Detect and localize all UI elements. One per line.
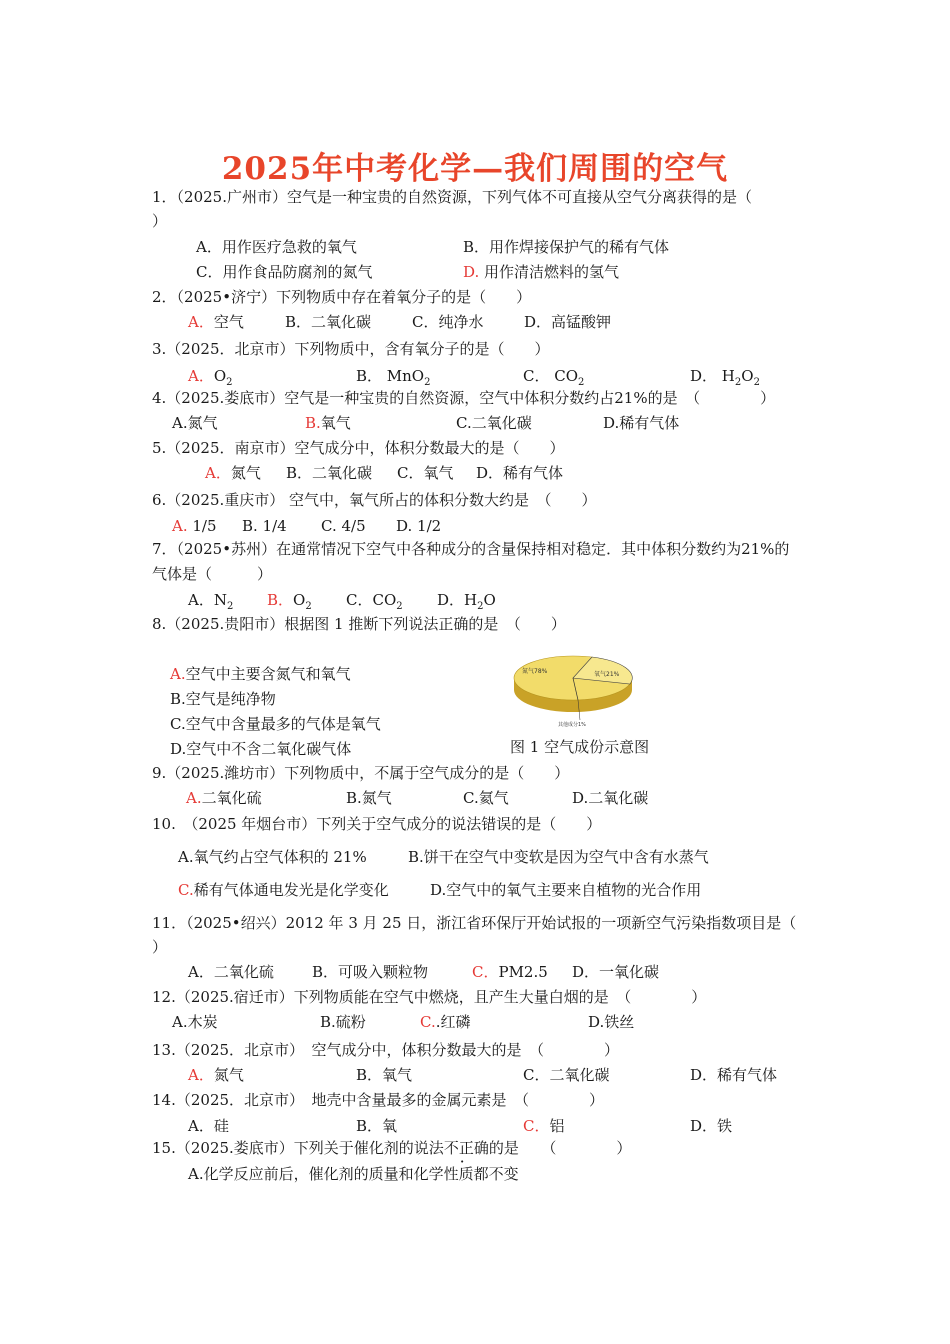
q6-option-b: B. 1/4	[242, 517, 287, 535]
q4-option-a: A.氮气	[172, 414, 218, 432]
question-9-stem: 9.（2025.潍坊市）下列物质中，不属于空气成分的是（ ）	[152, 764, 570, 782]
pie-label-nitrogen: 氮气78%	[522, 668, 548, 675]
question-12-stem: 12.（2025.宿迁市）下列物质能在空气中燃烧，且产生大量白烟的是 （ ）	[152, 988, 707, 1006]
q8-option-c: C.空气中含量最多的气体是氧气	[170, 715, 381, 733]
q11-option-b: B．可吸入颗粒物	[312, 963, 429, 981]
q6-option-d: D. 1/2	[396, 517, 442, 535]
q4-option-c: C.二氧化碳	[456, 414, 532, 432]
q3-option-b: B． MnO$_2$	[356, 367, 431, 388]
question-11-stem: 11．（2025•绍兴）2012 年 3 月 25 日，浙江省环保厅开始试报的一项新空气污染指数项目是（	[152, 914, 797, 932]
air-composition-pie-figure	[508, 640, 638, 734]
emphasis-dotted-text: 不正确	[443, 1139, 489, 1157]
q9-option-b: B.氮气	[346, 789, 392, 807]
q1-option-b: B．用作焊接保护气的稀有气体	[463, 238, 670, 256]
q6-option-c: C. 4/5	[321, 517, 366, 535]
q14-option-a: A．硅	[188, 1117, 229, 1135]
q9-option-a: A.二氧化硫	[186, 789, 262, 807]
q8-option-b: B.空气是纯净物	[170, 690, 276, 708]
q3-option-c: C． $CO_2$	[523, 367, 585, 388]
q11-option-d: D．一氧化碳	[572, 963, 660, 981]
q2-option-c: C．纯净水	[412, 313, 484, 331]
q10-option-a: A.氧气约占空气体积的 21%	[178, 848, 367, 866]
question-6-stem: 6.（2025.重庆市） 空气中，氧气所占的体积分数大约是 （ ）	[152, 491, 597, 509]
question-2-stem: 2．（2025•济宁）下列物质中存在着氧分子的是（ ）	[152, 288, 532, 306]
q14-option-b: B．氧	[356, 1117, 398, 1135]
pie-label-oxygen: 氧气21%	[594, 671, 620, 678]
q3-option-d: D． $H_2O_2$	[690, 367, 760, 388]
question-15-stem: 15.（2025.娄底市）下列关于催化剂的说法不正确的是 （ ）	[152, 1139, 632, 1157]
question-4-stem: 4.（2025.娄底市）空气是一种宝贵的自然资源，空气中体积分数约占21%的是 （ ）	[152, 389, 776, 407]
q9-option-d: D.二氧化碳	[572, 789, 649, 807]
q5-option-d: D．稀有气体	[476, 464, 564, 482]
q3-option-a: A．$O_2$	[188, 367, 233, 388]
q5-option-b: B．二氧化碳	[286, 464, 373, 482]
q10-option-d: D.空气中的氧气主要来自植物的光合作用	[430, 881, 702, 899]
q12-option-c: C..红磷	[420, 1013, 471, 1031]
q7-option-b: B．$O_2$	[267, 591, 312, 612]
question-8-stem: 8.（2025.贵阳市）根据图 1 推断下列说法正确的是 （ ）	[152, 615, 566, 633]
q13-option-a: A．氮气	[188, 1066, 244, 1084]
q13-option-c: C．二氧化碳	[523, 1066, 610, 1084]
q1-option-c: C．用作食品防腐剂的氮气	[196, 263, 373, 281]
q5-option-a: A．氮气	[205, 464, 261, 482]
q13-option-d: D．稀有气体	[690, 1066, 778, 1084]
q2-option-d: D．高锰酸钾	[524, 313, 612, 331]
air-composition-pie	[508, 640, 638, 730]
q4-option-d: D.稀有气体	[603, 414, 680, 432]
question-5-stem: 5.（2025．南京市）空气成分中，体积分数最大的是（ ）	[152, 439, 565, 457]
page-title: 2025年中考化学—我们周围的空气	[221, 151, 729, 187]
question-1-stem-end: ）	[152, 212, 168, 230]
q1-answer-letter: D.	[463, 263, 480, 281]
pie-label-other: 其他成分1%	[558, 722, 586, 728]
q13-option-b: B．氧气	[356, 1066, 413, 1084]
q1-option-a: A．用作医疗急救的氧气	[196, 238, 357, 256]
q5-option-c: C．氧气	[397, 464, 454, 482]
q7-option-a: A．$N_2$	[188, 591, 234, 612]
q10-option-b: B.饼干在空气中变软是因为空气中含有水蒸气	[408, 848, 709, 866]
question-14-stem: 14.（2025．北京市） 地壳中含量最多的金属元素是 （ ）	[152, 1091, 605, 1109]
q7-option-c: C．$CO_2$	[346, 591, 403, 612]
q11-option-c: C．PM2.5	[472, 963, 548, 981]
q14-option-c: C．铝	[523, 1117, 565, 1135]
q4-option-b: B.氧气	[305, 414, 351, 432]
q15-option-a: A.化学反应前后，催化剂的质量和化学性质都不变	[188, 1165, 519, 1183]
q12-option-b: B.硫粉	[320, 1013, 366, 1031]
q2-option-a: A．空气	[188, 313, 244, 331]
q6-option-a: A. 1/5	[172, 517, 217, 535]
q10-option-c: C.稀有气体通电发光是化学变化	[178, 881, 389, 899]
q12-option-a: A.木炭	[172, 1013, 218, 1031]
q8-option-a: A.空气中主要含氮气和氧气	[170, 665, 351, 683]
q11-option-a: A．二氧化硫	[188, 963, 274, 981]
question-13-stem: 13.（2025．北京市） 空气成分中，体积分数最大的是 （ ）	[152, 1041, 620, 1059]
question-1-stem: 1．（2025.广州市）空气是一种宝贵的自然资源，下列气体不可直接从空气分离获得的是（	[152, 188, 752, 206]
question-7-stem-end: 气体是（ ）	[152, 565, 273, 583]
q8-option-d: D.空气中不含二氧化碳气体	[170, 740, 352, 758]
q2-option-b: B．二氧化碳	[285, 313, 372, 331]
question-11-stem-end: ）	[152, 938, 168, 956]
q7-option-d: D．$H_2O$	[437, 591, 496, 612]
question-7-stem: 7．（2025•苏州）在通常情况下空气中各种成分的含量保持相对稳定．其中体积分数约为21%的	[152, 540, 790, 558]
q1-option-d: D. 用作清洁燃料的氢气	[463, 263, 620, 281]
q9-option-c: C.氦气	[463, 789, 509, 807]
q12-option-d: D.铁丝	[588, 1013, 635, 1031]
question-3-stem: 3.（2025．北京市）下列物质中，含有氧分子的是（ ）	[152, 340, 550, 358]
question-10-stem: 10. （2025 年烟台市）下列关于空气成分的说法错误的是（ ）	[152, 815, 602, 833]
figure-1-caption: 图 1 空气成份示意图	[510, 738, 650, 756]
q14-option-d: D．铁	[690, 1117, 733, 1135]
